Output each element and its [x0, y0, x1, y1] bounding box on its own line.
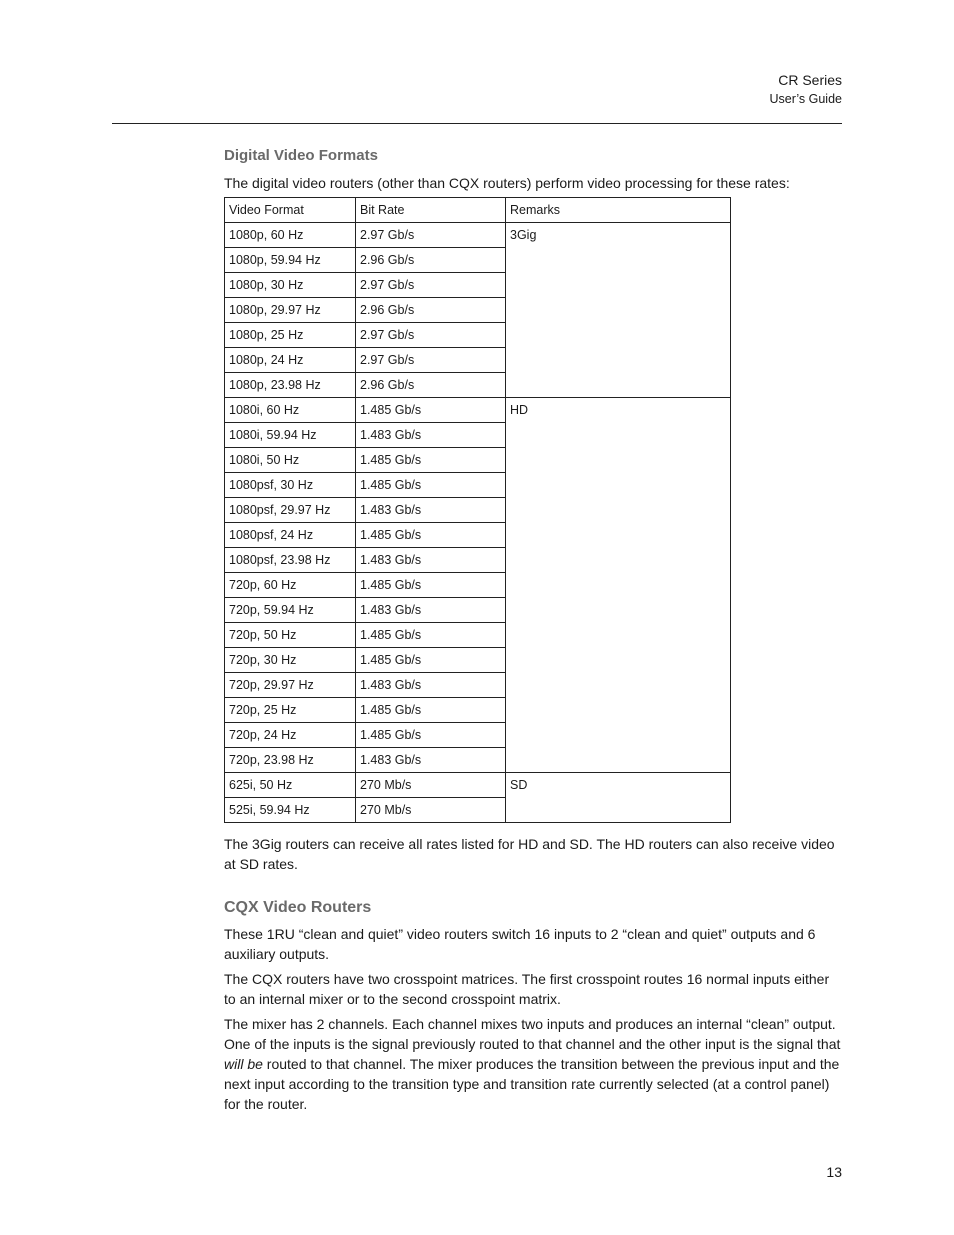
cell-bit-rate: 270 Mb/s: [356, 773, 506, 798]
header-guide: User’s Guide: [769, 92, 842, 106]
cell-video-format: 1080p, 25 Hz: [225, 323, 356, 348]
table-row: [225, 223, 731, 248]
cell-video-format: 1080p, 23.98 Hz: [225, 373, 356, 398]
cell-video-format: 525i, 59.94 Hz: [225, 798, 356, 823]
cell-video-format: 720p, 59.94 Hz: [225, 598, 356, 623]
cell-video-format: 720p, 50 Hz: [225, 623, 356, 648]
cell-remarks: SD: [506, 773, 731, 823]
column-header-remarks: Remarks: [506, 198, 731, 223]
cqx-paragraph-3: [224, 1014, 842, 1114]
cell-video-format: 1080psf, 29.97 Hz: [225, 498, 356, 523]
column-header-bit-rate: Bit Rate: [356, 198, 506, 223]
cell-video-format: 720p, 25 Hz: [225, 698, 356, 723]
cell-bit-rate: 1.485 Gb/s: [356, 398, 506, 423]
cell-bit-rate: 1.485 Gb/s: [356, 448, 506, 473]
cqx-paragraph-3-emphasis: will be: [224, 1056, 263, 1072]
cell-remarks: 3Gig: [506, 223, 731, 398]
cell-bit-rate: 270 Mb/s: [356, 798, 506, 823]
cell-video-format: 1080i, 50 Hz: [225, 448, 356, 473]
cqx-paragraph-3-part-a: The mixer has 2 channels. Each channel mixes two inputs and produces an internal “clean” output. One of the inputs is the signal previously routed to that channel and the other input is the signal that: [224, 1016, 841, 1052]
cell-video-format: 625i, 50 Hz: [225, 773, 356, 798]
cqx-paragraph-2: The CQX routers have two crosspoint matrices. The first crosspoint routes 16 normal inputs either to an internal mixer or to the second crosspoint matrix.: [224, 971, 830, 1007]
cqx-paragraph-3-part-b: routed to that channel. The mixer produces the transition between the previous input and the next input according to the transition type and transition rate currently selected (at a control panel) for the router.: [224, 1056, 840, 1112]
cell-video-format: 720p, 29.97 Hz: [225, 673, 356, 698]
cell-video-format: 1080i, 59.94 Hz: [225, 423, 356, 448]
cell-bit-rate: 1.485 Gb/s: [356, 473, 506, 498]
cqx-paragraph-1: These 1RU “clean and quiet” video routers switch 16 inputs to 2 “clean and quiet” outputs and 6 auxiliary outputs.: [224, 926, 816, 962]
page-content: [224, 145, 842, 1114]
cell-bit-rate: 1.485 Gb/s: [356, 523, 506, 548]
cell-video-format: 1080p, 29.97 Hz: [225, 298, 356, 323]
cell-video-format: 1080p, 30 Hz: [225, 273, 356, 298]
cell-bit-rate: 2.96 Gb/s: [356, 373, 506, 398]
after-table-note: The 3Gig routers can receive all rates listed for HD and SD. The HD routers can also receive video at SD rates.: [224, 836, 835, 872]
cell-video-format: 720p, 23.98 Hz: [225, 748, 356, 773]
section-heading-digital-video-formats: Digital Video Formats: [224, 147, 378, 164]
column-header-video-format: Video Format: [225, 198, 356, 223]
cell-bit-rate: 1.485 Gb/s: [356, 723, 506, 748]
cell-remarks: HD: [506, 398, 731, 773]
cell-bit-rate: 1.483 Gb/s: [356, 673, 506, 698]
cell-video-format: 720p, 60 Hz: [225, 573, 356, 598]
header-series: CR Series: [778, 72, 842, 88]
table-body: [225, 198, 731, 823]
cell-video-format: 1080p, 60 Hz: [225, 223, 356, 248]
cell-video-format: 1080i, 60 Hz: [225, 398, 356, 423]
cell-bit-rate: 2.97 Gb/s: [356, 323, 506, 348]
cell-bit-rate: 1.483 Gb/s: [356, 548, 506, 573]
table-header-row: [225, 198, 731, 223]
cell-bit-rate: 1.485 Gb/s: [356, 573, 506, 598]
table-row: [225, 398, 731, 423]
cell-bit-rate: 2.96 Gb/s: [356, 298, 506, 323]
cell-bit-rate: 2.97 Gb/s: [356, 348, 506, 373]
header-rule: [112, 123, 842, 124]
cell-video-format: 1080psf, 24 Hz: [225, 523, 356, 548]
cell-bit-rate: 1.483 Gb/s: [356, 598, 506, 623]
cell-bit-rate: 2.96 Gb/s: [356, 248, 506, 273]
cell-bit-rate: 2.97 Gb/s: [356, 273, 506, 298]
cell-video-format: 1080p, 24 Hz: [225, 348, 356, 373]
video-formats-table: [224, 197, 731, 823]
table-row: [225, 773, 731, 798]
cell-bit-rate: 2.97 Gb/s: [356, 223, 506, 248]
cell-bit-rate: 1.485 Gb/s: [356, 698, 506, 723]
cell-video-format: 1080psf, 23.98 Hz: [225, 548, 356, 573]
cell-video-format: 1080psf, 30 Hz: [225, 473, 356, 498]
cell-bit-rate: 1.485 Gb/s: [356, 648, 506, 673]
section-intro: The digital video routers (other than CQX routers) perform video processing for these rates:: [224, 175, 790, 191]
cell-video-format: 720p, 24 Hz: [225, 723, 356, 748]
cell-bit-rate: 1.483 Gb/s: [356, 423, 506, 448]
cell-video-format: 1080p, 59.94 Hz: [225, 248, 356, 273]
running-header: [770, 70, 843, 108]
cell-bit-rate: 1.483 Gb/s: [356, 498, 506, 523]
page-number: 13: [826, 1164, 842, 1180]
cell-video-format: 720p, 30 Hz: [225, 648, 356, 673]
cell-bit-rate: 1.483 Gb/s: [356, 748, 506, 773]
cell-bit-rate: 1.485 Gb/s: [356, 623, 506, 648]
section-heading-cqx-video-routers: CQX Video Routers: [224, 899, 372, 916]
